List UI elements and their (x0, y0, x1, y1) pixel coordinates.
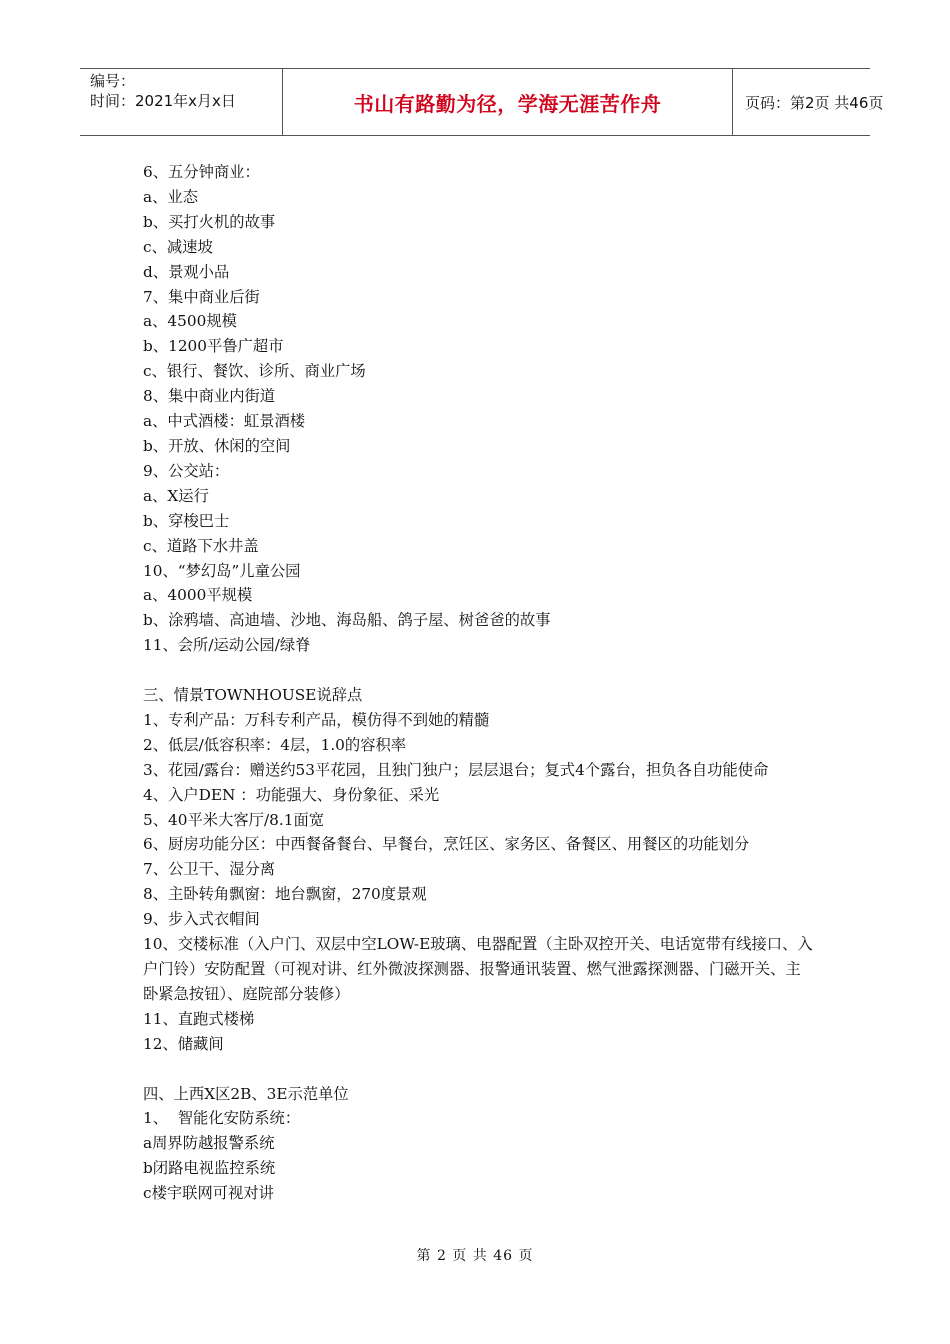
text-line: 9、步入式衣帽间 (143, 910, 260, 929)
text-line: 6、厨房功能分区：中西餐备餐台、早餐台，烹饪区、家务区、备餐区、用餐区的功能划分 (143, 835, 750, 854)
text-line: 9、公交站： (143, 461, 230, 480)
text-line: 11、会所/运动公园/绿脊 (143, 636, 311, 655)
document-header (80, 68, 884, 136)
text-line: b闭路电视监控系统 (143, 1159, 276, 1178)
text-line: 1、 智能化安防系统： (143, 1109, 301, 1128)
text-line: 2、低层/低容积率：4层，1.0的容积率 (143, 735, 407, 754)
text-line: b、穿梭巴士 (143, 511, 230, 530)
text-line: 8、集中商业内街道 (143, 387, 276, 406)
text-line: d、景观小品 (143, 262, 230, 281)
document-date-label: 时间：2021年x月x日 (90, 92, 236, 110)
text-line: 11、直跑式楼梯 (143, 1009, 255, 1028)
text-line: a、中式酒楼：虹景酒楼 (143, 412, 306, 431)
text-line: 8、主卧转角飘窗：地台飘窗，270度景观 (143, 885, 427, 904)
text-line: b、买打火机的故事 (143, 212, 276, 231)
text-line: 四、上西X区2B、3E示范单位 (143, 1084, 349, 1103)
text-line: 7、集中商业后街 (143, 287, 260, 306)
text-line: 10、“梦幻岛”儿童公园 (143, 561, 301, 580)
text-line: a、4500规模 (143, 312, 237, 331)
text-line: a、X运行 (143, 486, 209, 505)
text-line: b、涂鸦墙、高迪墙、沙地、海岛船、鸽子屋、树爸爸的故事 (143, 611, 551, 630)
text-line: 1、专利产品：万科专利产品，模仿得不到她的精髓 (143, 710, 490, 729)
text-line: c、银行、餐饮、诊所、商业广场 (143, 362, 366, 381)
text-line: c楼宇联网可视对讲 (143, 1184, 274, 1203)
text-line: a周界防越报警系统 (143, 1134, 275, 1153)
text-line: 三、情景TOWNHOUSE说辞点 (143, 686, 363, 705)
text-line: 7、公卫干、湿分离 (143, 860, 276, 879)
document-body (143, 160, 813, 1206)
header-meta (80, 69, 283, 135)
document-number-label: 编号： (90, 72, 136, 90)
text-line: 6、五分钟商业： (143, 163, 260, 181)
text-line: 3、花园/露台：赠送约53平花园，且独门独户；层层退台；复式4个露台，担负各自功能使命 (143, 760, 769, 779)
text-line: a、4000平规模 (143, 586, 253, 605)
text-line: 10、交楼标准（入户门、双层中空LOW-E玻璃、电器配置（主卧双控开关、电话宽带有线接口、入户门铃）安防配置（可视对讲、红外微波探测器、报警通讯装置、燃气泄露探测器、门磁开关、主卧紧急按钮）、庭院部分装修） (143, 935, 813, 1003)
text-line: 5、40平米大客厅/8.1面宽 (143, 810, 325, 829)
page-footer: 第 2 页 共 46 页 (416, 1248, 534, 1264)
blank-line (143, 1057, 813, 1082)
blank-line (143, 658, 813, 683)
text-line: a、业态 (143, 187, 199, 206)
header-motto: 书山有路勤为径，学海无涯苦作舟 (283, 69, 733, 135)
text-line: 4、入户DEN ：功能强大、身份象征、采光 (143, 785, 440, 804)
text-line: b、开放、休闲的空间 (143, 436, 291, 455)
text-line: c、减速坡 (143, 237, 213, 256)
header-page-label: 页码：第2页 共46页 (745, 93, 884, 112)
text-line: b、1200平鲁广超市 (143, 337, 284, 356)
text-line: 12、储藏间 (143, 1034, 224, 1053)
text-line: c、道路下水井盖 (143, 536, 259, 555)
